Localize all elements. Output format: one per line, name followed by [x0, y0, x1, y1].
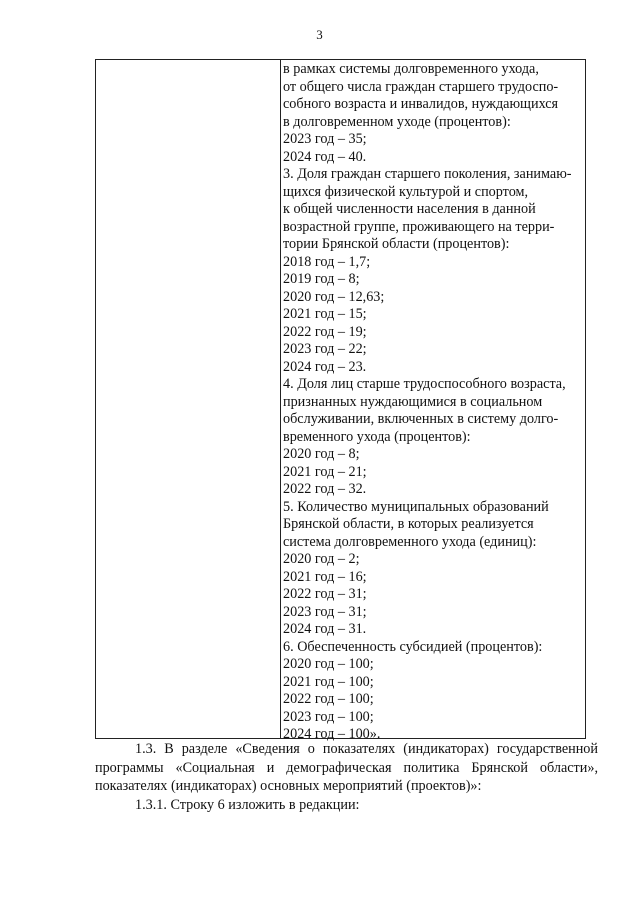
table-cell-line: 2020 год – 100; [283, 656, 374, 672]
paragraph-line: показателях (индикаторах) основных мероприятий (проектов)»: [95, 778, 482, 794]
table-cell-line: 2018 год – 1,7; [283, 253, 371, 270]
table-cell-line: в долговременном уходе (процентов): [283, 113, 511, 130]
table-cell-line: 2022 год – 19; [283, 323, 367, 340]
table-cell-line: 2022 год – 32. [283, 481, 367, 497]
table-cell-line: обслуживании, включенных в систему долго- [283, 411, 559, 427]
table-cell-line: собного возраста и инвалидов, нуждающихся [283, 96, 559, 112]
table-cell-line: 2019 год – 8; [283, 271, 360, 287]
table-cell-line: 2023 год – 100; [283, 708, 374, 725]
table-cell-line: 2021 год – 16; [283, 568, 367, 585]
table-cell-line: щихся физической культурой и спортом, [283, 183, 529, 200]
table-cell-line: 5. Количество муниципальных образований [283, 498, 549, 515]
table-cell-line: 2023 год – 22; [283, 341, 367, 357]
page-number: 3 [316, 27, 323, 42]
table-cell-line: в рамках системы долговременного ухода, [283, 61, 539, 77]
table-right-cell [283, 61, 583, 744]
table-cell-line: 4. Доля лиц старше трудоспособного возраста, [283, 376, 566, 392]
table-cell-line: 2022 год – 31; [283, 586, 367, 602]
table-cell-line: к общей численности населения в данной [283, 201, 536, 217]
table-cell-line: тории Брянской области (процентов): [283, 236, 510, 252]
paragraph-line: 1.3. В разделе «Сведения о показателях (индикаторах) государственной [135, 741, 598, 757]
table-cell-line: 2023 год – 35; [283, 131, 367, 147]
table-cell-line: 3. Доля граждан старшего поколения, занимаю- [283, 166, 572, 182]
table-cell-line: 2024 год – 31. [283, 621, 367, 637]
paragraph-1-3 [95, 740, 598, 796]
table-cell-line: 2024 год – 40. [283, 148, 367, 165]
table-cell-line: 6. Обеспеченность субсидией (процентов): [283, 638, 543, 655]
table-cell-line: временного ухода (процентов): [283, 428, 471, 445]
table-cell-line: 2020 год – 2; [283, 551, 360, 567]
table-cell-line: от общего числа граждан старшего трудоспо- [283, 78, 559, 95]
table-cell-line: 2021 год – 100; [283, 673, 374, 690]
table-cell-line: Брянской области, в которых реализуется [283, 516, 534, 532]
paragraph-1-3-1: 1.3.1. Строку 6 изложить в редакции: [135, 797, 360, 813]
indicators-table [95, 59, 586, 742]
table-cell-line: система долговременного ухода (единиц): [283, 533, 537, 550]
table-cell-line: признанных нуждающимися в социальном [283, 393, 543, 410]
table-cell-line: 2022 год – 100; [283, 691, 374, 707]
paragraph-line: программы «Социальная и демографическая политика Брянской области», [95, 759, 598, 776]
table-cell-line: 2021 год – 15; [283, 306, 367, 322]
table-cell-line: 2024 год – 100». [283, 726, 381, 742]
table-cell-line: 2020 год – 8; [283, 446, 360, 462]
table-cell-line: возрастной группе, проживающего на терри- [283, 218, 555, 235]
table-column-divider [280, 60, 281, 738]
table-cell-line: 2021 год – 21; [283, 463, 367, 480]
table-cell-line: 2024 год – 23. [283, 358, 367, 375]
table-cell-line: 2020 год – 12,63; [283, 288, 385, 305]
table-cell-line: 2023 год – 31; [283, 603, 367, 620]
